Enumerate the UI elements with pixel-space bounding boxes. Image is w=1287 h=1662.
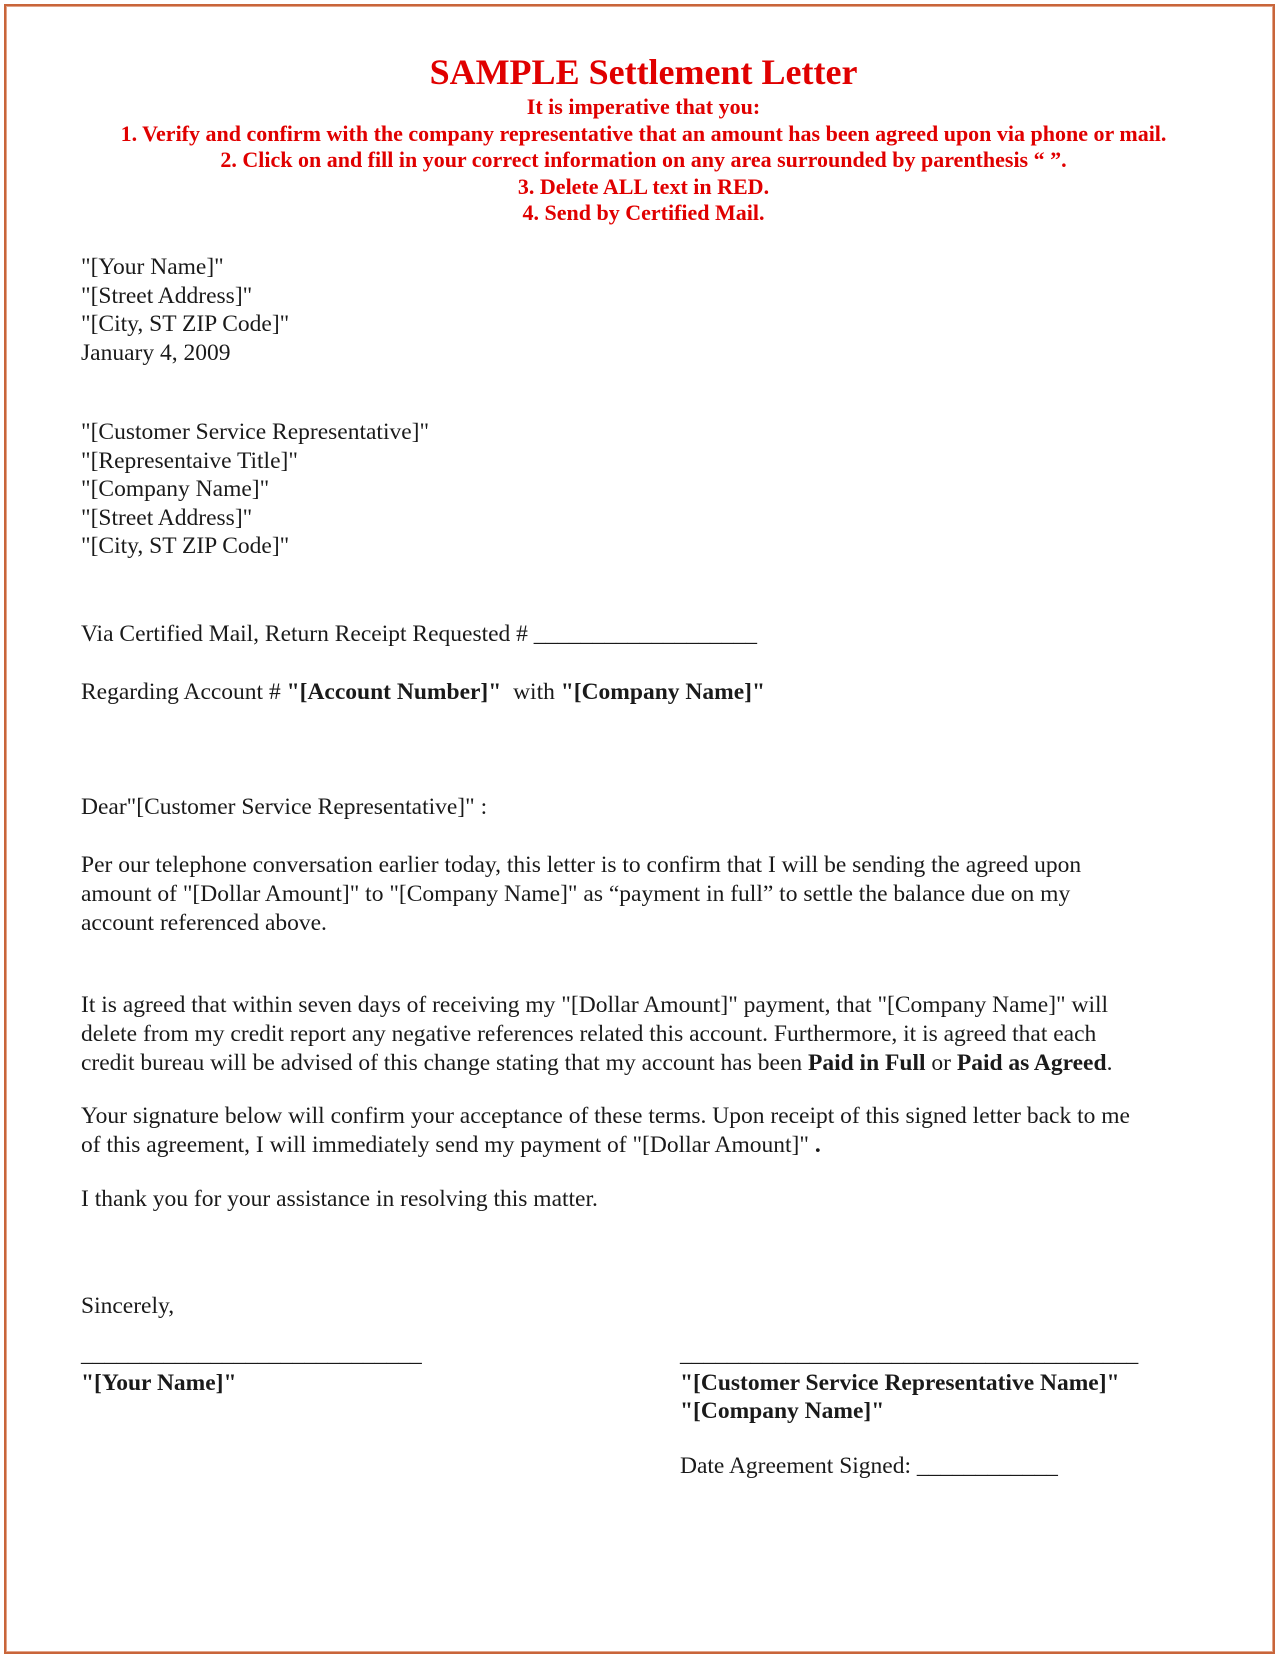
signature-line: _____________________________ xyxy=(81,1341,422,1367)
signer-name: "[Your Name]" xyxy=(81,1369,237,1396)
sender-city: "[City, ST ZIP Code]" xyxy=(81,311,290,337)
instruction-4: 4. Send by Certified Mail. xyxy=(522,200,765,225)
paragraph-line: It is agreed that within seven days of receiving my "[Dollar Amount]" payment, that "[Company Name]" will xyxy=(81,992,1109,1018)
recipient-company: "[Company Name]" xyxy=(81,476,270,502)
signature-block-sender xyxy=(81,1340,422,1397)
paragraph-line: credit bureau will be advised of this change stating that my account has been Paid in Full or Paid as Agreed. xyxy=(81,1050,1113,1076)
paragraph-line: amount of "[Dollar Amount]" to "[Company Name]" as “payment in full” to settle the balance due on my xyxy=(81,881,1071,907)
account-number: "[Account Number]" xyxy=(286,679,502,705)
sender-address xyxy=(81,253,289,367)
regarding-line xyxy=(81,678,765,707)
instructions xyxy=(0,94,1287,227)
regarding-with: with xyxy=(501,679,561,705)
recipient-title: "[Representaive Title]" xyxy=(81,447,298,474)
paragraph-signature-terms xyxy=(81,1102,1216,1160)
regarding-prefix: Regarding Account # xyxy=(81,679,287,705)
paragraph-line: of this agreement, I will immediately send my payment of "[Dollar Amount]" . xyxy=(81,1132,821,1158)
paid-as-agreed: Paid as Agreed xyxy=(956,1050,1107,1076)
recipient-address xyxy=(81,418,429,561)
closing: Sincerely, xyxy=(81,1293,175,1319)
instruction-3: 3. Delete ALL text in RED. xyxy=(517,173,770,199)
paragraph-line: Your signature below will confirm your acceptance of these terms. Upon receipt of this signed letter back to me xyxy=(81,1103,1130,1129)
letter-title: SAMPLE Settlement Letter xyxy=(429,52,858,92)
regarding-company: "[Company Name]" xyxy=(560,679,766,705)
recipient-city: "[City, ST ZIP Code]" xyxy=(81,533,290,559)
salutation: Dear"[Customer Service Representative]" : xyxy=(81,794,488,820)
signature-block-representative xyxy=(680,1340,1138,1480)
certified-mail-line: Via Certified Mail, Return Receipt Requested # ___________________ xyxy=(81,621,758,647)
instruction-intro: It is imperative that you: xyxy=(526,94,761,119)
sender-street: "[Street Address]" xyxy=(81,282,253,309)
representative-name: "[Customer Service Representative Name]" xyxy=(680,1369,1120,1396)
recipient-street: "[Street Address]" xyxy=(81,504,253,531)
representative-company: "[Company Name]" xyxy=(680,1398,885,1424)
signature-line: _______________________________________ xyxy=(680,1341,1139,1367)
paragraph-confirmation xyxy=(81,851,1216,938)
recipient-name: "[Customer Service Representative]" xyxy=(81,419,430,445)
paragraph-line: account referenced above. xyxy=(81,910,327,936)
letter-date: January 4, 2009 xyxy=(81,339,231,366)
thanks-line: I thank you for your assistance in resolving this matter. xyxy=(81,1186,598,1212)
paragraph-line: Per our telephone conversation earlier today, this letter is to confirm that I will be sending the agreed upon xyxy=(81,852,1082,878)
instruction-1: 1. Verify and confirm with the company representative that an amount has been agreed upon via phone or mail. xyxy=(120,120,1167,146)
paid-in-full: Paid in Full xyxy=(807,1050,926,1076)
date-signed: Date Agreement Signed: ____________ xyxy=(680,1452,1058,1479)
sender-name: "[Your Name]" xyxy=(81,254,224,280)
paragraph-line: delete from my credit report any negative references related this account. Furthermore, it is agreed that each xyxy=(81,1021,1097,1047)
paragraph-agreement xyxy=(81,991,1216,1078)
instruction-2: 2. Click on and fill in your correct information on any area surrounded by parenthesis “ ”. xyxy=(220,147,1067,172)
